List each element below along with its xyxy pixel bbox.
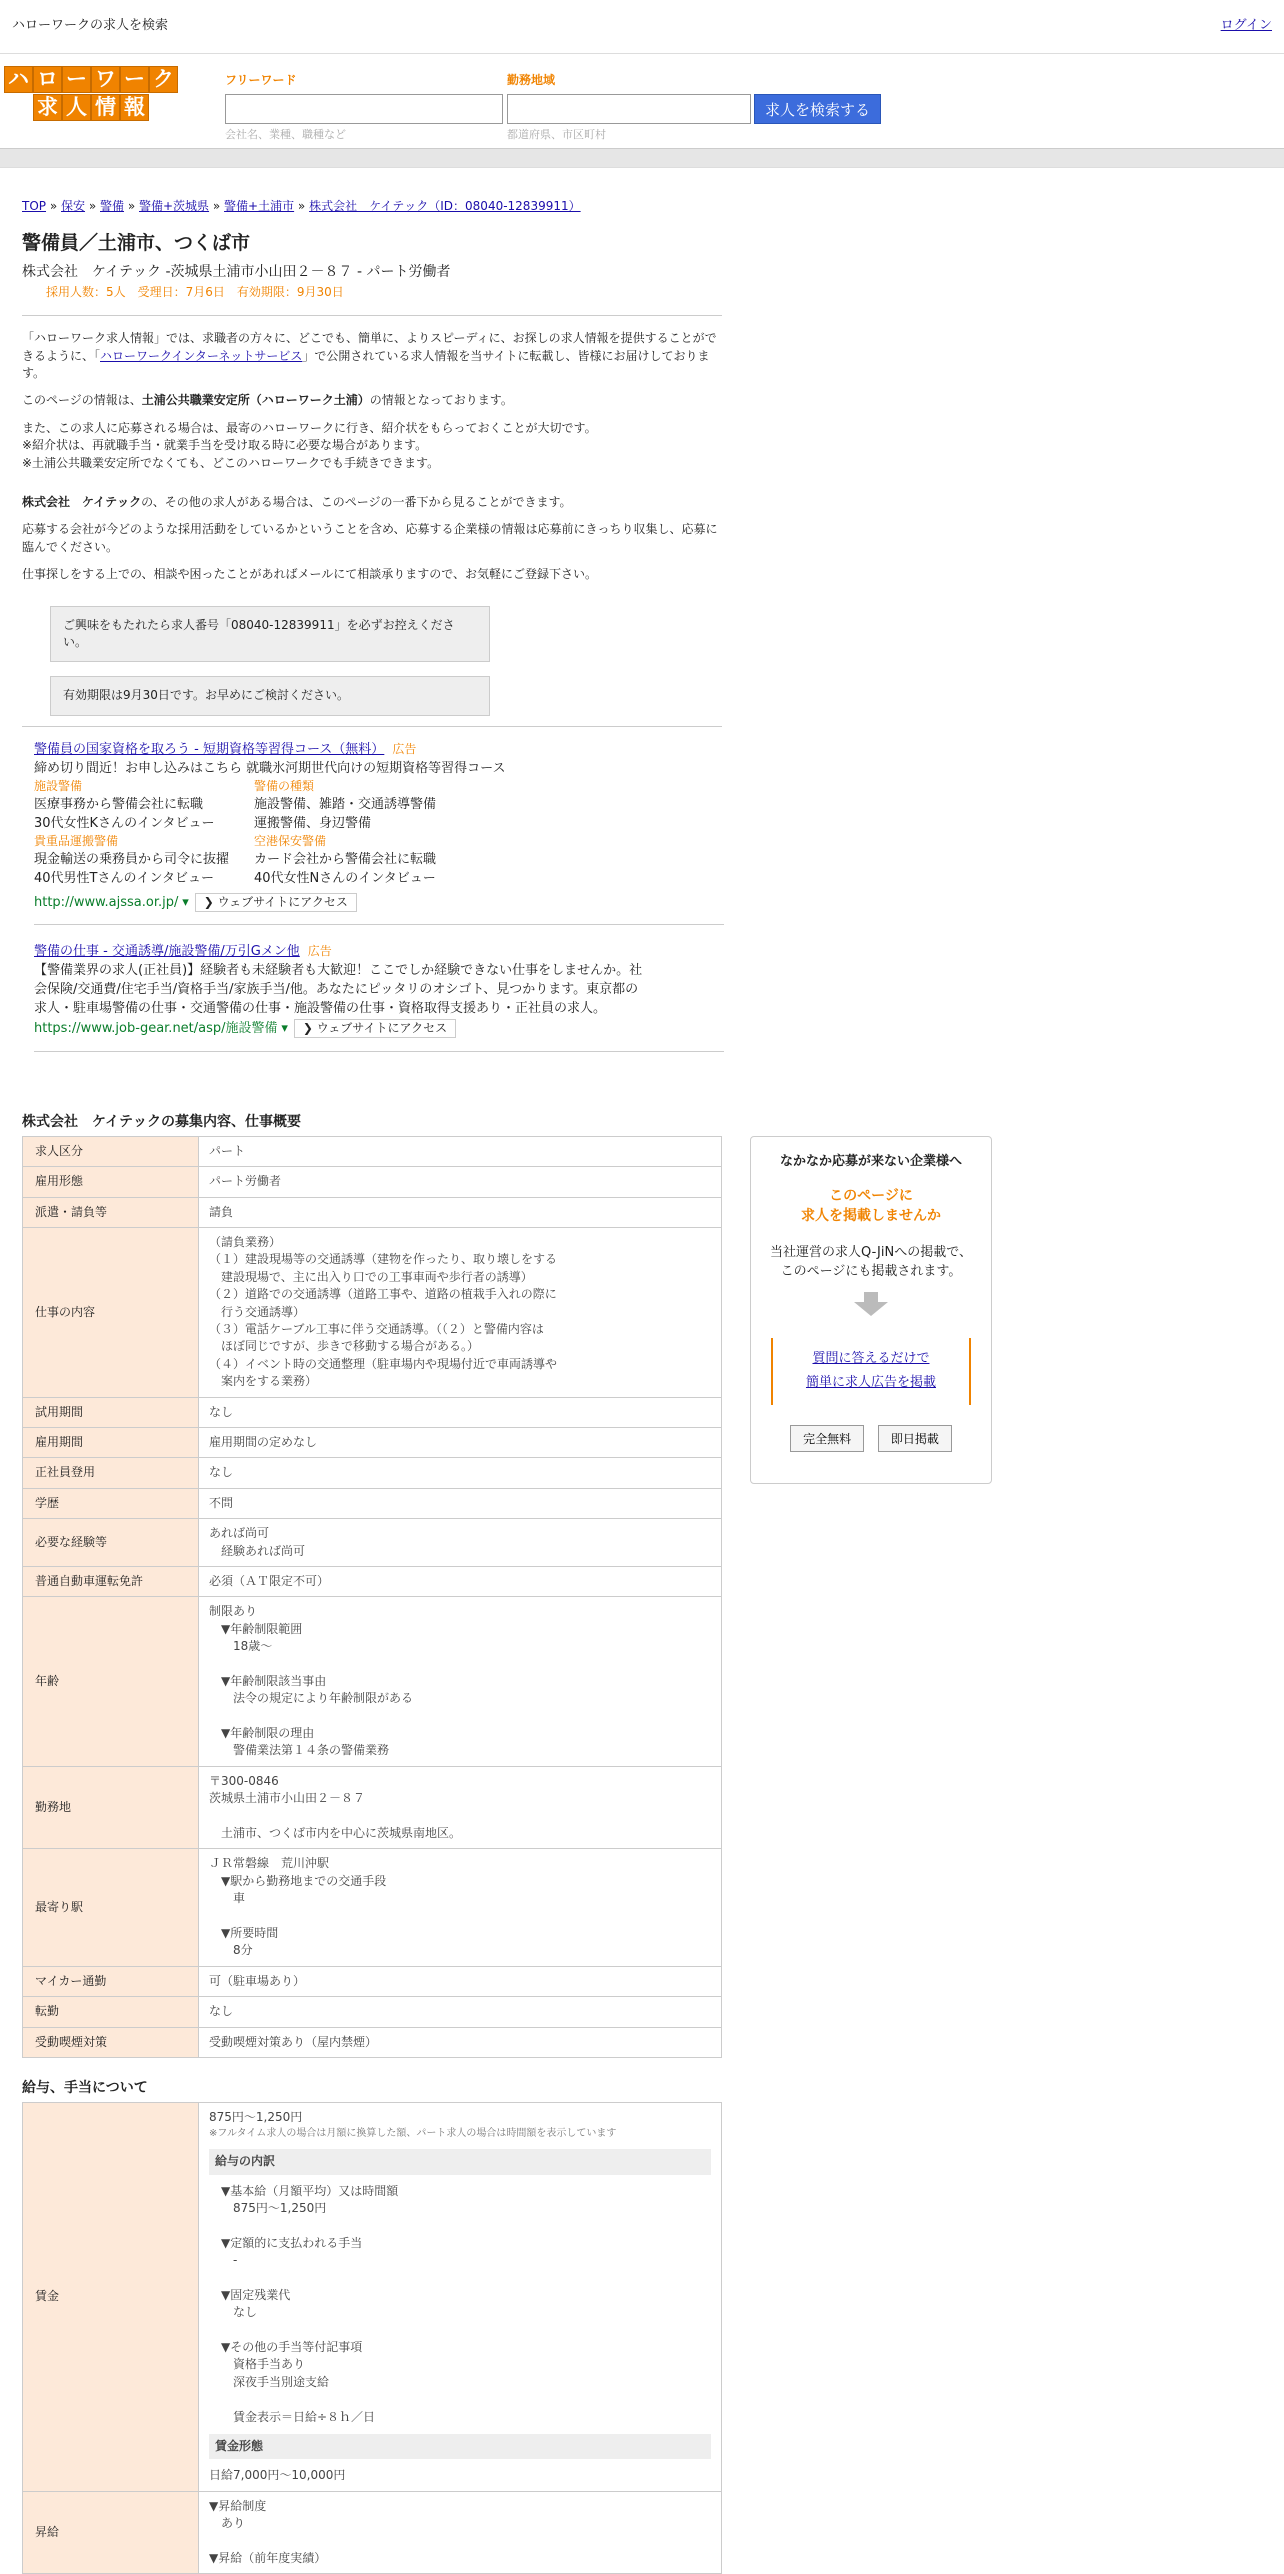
free-button[interactable]: 完全無料: [790, 1425, 864, 1452]
row-label: 年齢: [23, 1597, 199, 1767]
row-value: 制限あり ▼年齢制限範囲 18歳〜 ▼年齢制限該当事由 法令の規定により年齢制限がある ▼年齢制限の理由 警備業法第１４条の警備業務: [199, 1597, 722, 1767]
sitelink-line: 運搬警備、身辺警備: [254, 815, 372, 831]
hellowork-link[interactable]: ハローワークインターネットサービス: [100, 348, 303, 363]
job-info-table: [22, 1136, 722, 2058]
logo-char: ワ: [91, 66, 120, 93]
side-catch-line: このページに: [829, 1187, 913, 1204]
logo-char: 報: [120, 94, 149, 121]
wage-breakdown: ▼基本給（月額平均）又は時間額 875円〜1,250円 ▼定額的に支払われる手当 - ▼固定残業代 なし ▼その他の手当等付記事項 資格手当あり 深夜手当別途支給 賃金表示＝日給÷８ｈ／日: [221, 2183, 399, 2424]
apply-paragraph: [22, 420, 722, 472]
top-bar: [0, 0, 1284, 54]
row-value: ▼昇給制度 あり ▼昇給（前年度実績）: [199, 2491, 722, 2574]
table-row: [23, 2103, 722, 2492]
table-row: [23, 1458, 722, 1488]
side-catch: [761, 1186, 981, 1227]
logo-char: 人: [62, 94, 91, 121]
area-field: [507, 72, 751, 143]
sitelink-label[interactable]: 空港保安警備: [254, 834, 327, 849]
row-label: 求人区分: [23, 1136, 199, 1166]
wage-form: 日給7,000円〜10,000円: [209, 2468, 346, 2483]
row-value: 可（駐車場あり）: [199, 1966, 722, 1996]
research-paragraph: 応募する会社が今どのような採用活動をしているかということを含め、応募する企業様の情報は応募前にきっちり収集し、応募に臨んでください。: [22, 522, 718, 554]
source-text: の情報となっております。: [369, 393, 513, 408]
source-office: 土浦公共職業安定所（ハローワーク土浦）: [141, 393, 370, 408]
table-row: [23, 1566, 722, 1596]
job-title: 警備員／土浦市、つくば市: [22, 232, 251, 254]
sitelink-label[interactable]: 貴重品運搬警備: [34, 834, 119, 849]
source-paragraph: [22, 392, 722, 409]
table-row: [23, 1849, 722, 1966]
logo-char: ー: [120, 66, 149, 93]
sitelink-label[interactable]: 施設警備: [34, 779, 83, 794]
sitelink[interactable]: [34, 833, 254, 888]
logo[interactable]: [4, 66, 178, 121]
section-title-job: 株式会社 ケイテックの募集内容、仕事概要: [22, 1113, 302, 1130]
consult-paragraph: 仕事探しをする上での、相談や困ったことがあればメールにて相談承りますので、お気軽にご登録下さい。: [22, 567, 598, 582]
intro-paragraph: [22, 330, 722, 382]
side-catch-line: 求人を掲載しませんか: [801, 1208, 941, 1225]
table-row: [23, 1488, 722, 1518]
sitelink-line: 現金輸送の乗務員から司令に抜擢: [34, 851, 230, 867]
sitelink[interactable]: [34, 778, 254, 833]
row-value: ＪＲ常磐線 荒川沖駅 ▼駅から勤務地までの交通手段 車 ▼所要時間 8分: [199, 1849, 722, 1966]
sitelink-line: 医療事務から警備会社に転職: [34, 796, 204, 812]
logo-char: ハ: [4, 66, 33, 93]
table-row: [23, 1766, 722, 1849]
row-label: 試用期間: [23, 1397, 199, 1427]
row-value: 必須（ＡＴ限定不可）: [199, 1566, 722, 1596]
table-row: [23, 2491, 722, 2574]
site-name: ハローワークの求人を検索: [12, 18, 169, 34]
breadcrumb-guard-ibaraki[interactable]: 警備+茨城県: [139, 199, 210, 213]
sitelink[interactable]: [254, 778, 474, 833]
row-value: なし: [199, 1397, 722, 1427]
logo-char: 情: [91, 94, 120, 121]
row-label: 昇給: [23, 2491, 199, 2574]
table-row: [23, 1427, 722, 1457]
row-value: （請負業務） （１）建設現場等の交通誘導（建物を作ったり、取り壊しをする 建設現場で、主に出入り口での工事車両や歩行者の誘導） （２）道路での交通誘導（道路工事や、道路の植栽手入れの際に 行う交通誘導） （３）電話ケーブル工事に伴う交通誘導。（（２）と警備内容は ほぼ同じですが、歩きで移動する場合がある。） （４）イベント時の交通整理（駐車場内や現場付近で車両誘導や 案内をする業務）: [199, 1228, 722, 1398]
visit-site-button[interactable]: ❯ ウェブサイトにアクセス: [294, 1019, 456, 1038]
wage-cell: [199, 2103, 722, 2492]
table-row: [23, 1197, 722, 1227]
table-row: [23, 1136, 722, 1166]
ad-title-link[interactable]: 警備の仕事 - 交通誘導/施設警備/万引Gメン他: [34, 944, 300, 960]
row-value: なし: [199, 1997, 722, 2027]
intro-text: 」で公開されている求人情報を当サイトに転載し、皆様にお届けしております。: [22, 348, 710, 381]
side-link-questions[interactable]: 質問に答えるだけで: [812, 1350, 930, 1366]
logo-spacer: [4, 94, 33, 121]
table-row: [23, 1519, 722, 1567]
search-button[interactable]: 求人を検索する: [754, 94, 881, 124]
company-line: 株式会社 ケイテック -茨城県土浦市小山田２－８７ - パート労働者: [22, 263, 451, 280]
row-value: なし: [199, 1458, 722, 1488]
ad-block: [34, 741, 724, 926]
ad-sitelinks: [34, 778, 724, 888]
area-input[interactable]: [507, 94, 751, 124]
table-row: [23, 1167, 722, 1197]
login-link[interactable]: ログイン: [1220, 18, 1272, 34]
keyword-field: [225, 72, 503, 143]
breadcrumb-security[interactable]: 保安: [61, 199, 86, 213]
row-label: 正社員登用: [23, 1458, 199, 1488]
sitelink-line: 施設警備、雑踏・交通誘導警備: [254, 796, 437, 812]
row-label: 受動喫煙対策: [23, 2027, 199, 2057]
keyword-label: フリーワード: [225, 73, 297, 87]
arrow-down-icon: [854, 1292, 888, 1316]
breadcrumb-guard[interactable]: 警備: [100, 199, 125, 213]
ad-url[interactable]: http://www.ajssa.or.jp/: [34, 894, 179, 910]
logo-char: ロ: [33, 66, 62, 93]
row-value: パート労働者: [199, 1167, 722, 1197]
section-title-wage: 給与、手当について: [22, 2079, 148, 2096]
breadcrumb: TOP » 保安 » 警備 » 警備+茨城県 » 警備+土浦市 » 株式会社 ケイテック（ID：08040-12839911）: [22, 199, 581, 213]
sitelink-line: カード会社から警備会社に転職: [254, 851, 437, 867]
row-label: 賃金: [23, 2103, 199, 2492]
sitelink-line: 40代男性Tさんのインタビュー: [34, 870, 214, 886]
ad-url[interactable]: https://www.job-gear.net/asp/施設警備: [34, 1020, 278, 1036]
wage-breakdown-heading: 給与の内訳: [209, 2149, 711, 2174]
wage-note: ※フルタイム求人の場合は月額に換算した額、パート求人の場合は時間額を表示しています: [209, 2127, 617, 2139]
sitelink[interactable]: [254, 833, 474, 888]
row-label: マイカー通勤: [23, 1966, 199, 1996]
side-title: なかなか応募が来ない企業様へ: [779, 1154, 962, 1169]
row-label: 転勤: [23, 1997, 199, 2027]
chevron-down-icon[interactable]: ▾: [182, 894, 189, 910]
side-text-line: 当社運営の求人Q-JiNへの掲載で、: [770, 1245, 972, 1261]
logo-char: 求: [33, 94, 62, 121]
row-label: 派遣・請負等: [23, 1197, 199, 1227]
row-value: 雇用期間の定めなし: [199, 1427, 722, 1457]
apply-note: ※土浦公共職業安定所でなくても、どこのハローワークでも手続きできます。: [22, 455, 440, 470]
row-label: 必要な経験等: [23, 1519, 199, 1567]
row-value: 受動喫煙対策あり（屋内禁煙）: [199, 2027, 722, 2057]
job-meta: 採用人数：5人 受理日：7月6日 有効期限：9月30日: [46, 284, 344, 299]
table-row: [23, 1966, 722, 1996]
breadcrumb-company[interactable]: 株式会社 ケイテック（ID：08040-12839911）: [309, 199, 581, 213]
side-text: [761, 1244, 981, 1282]
row-label: 勤務地: [23, 1766, 199, 1849]
side-text-line: このページにも掲載されます。: [780, 1264, 962, 1280]
wage-form-heading: 賃金形態: [209, 2434, 711, 2459]
row-label: 普通自動車運転免許: [23, 1566, 199, 1596]
job-number-note: ご興味をもたれたら求人番号「08040-12839911」を必ずお控えください。: [50, 606, 490, 663]
gray-bar: [0, 148, 1284, 168]
divider: [22, 726, 722, 727]
ad-description: 【警備業界の求人(正社員)】経験者も未経験者も大歓迎！ここでしか経験できない仕事をしませんか。社会保険/交通費/住宅手当/資格手当/家族手当/他。あなたにピッタリのオシゴト、見つかります。東京都の求人・駐車場警備の仕事・交通警備の仕事・施設警備の仕事・資格取得支援あり・正社員の求人。: [34, 963, 643, 1016]
intro-text: 「ハローワーク求人情報」では、求職者の方々に、どこでも、簡単に、よりスピーディに、お探しの求人情報を提供することができるように、「: [22, 331, 717, 363]
side-ad: [750, 1136, 992, 1484]
wage-table: [22, 2102, 722, 2574]
row-label: 最寄り駅: [23, 1849, 199, 1966]
keyword-input[interactable]: [225, 94, 503, 124]
other-jobs-paragraph: [22, 494, 722, 511]
sitelink-line: 30代女性Kさんのインタビュー: [34, 815, 215, 831]
apply-text: また、この求人に応募される場合は、最寄のハローワークに行き、紹介状をもらっておくことが大切です。: [22, 420, 597, 435]
table-row: [23, 1397, 722, 1427]
logo-char: ク: [149, 66, 178, 93]
row-label: 学歴: [23, 1488, 199, 1518]
company-name: 株式会社 ケイテック: [22, 494, 142, 509]
breadcrumb-guard-tsuchiura[interactable]: 警備+土浦市: [224, 199, 295, 213]
row-label: 雇用形態: [23, 1167, 199, 1197]
logo-char: ー: [62, 66, 91, 93]
table-row: [23, 2027, 722, 2057]
apply-note: ※紹介状は、再就職手当・就業手当を受け取る時に必要な場合があります。: [22, 438, 428, 453]
row-label: 仕事の内容: [23, 1228, 199, 1398]
row-value: 不問: [199, 1488, 722, 1518]
sitelink-line: 40代女性Nさんのインタビュー: [254, 870, 436, 886]
side-links: [771, 1338, 971, 1406]
row-value: パート: [199, 1136, 722, 1166]
ad-description: 締め切り間近！お申し込みはこちら 就職氷河期世代向けの短期資格等習得コース: [34, 760, 506, 776]
row-value: 〒300-0846 茨城県土浦市小山田２－８７ 土浦市、つくば市内を中心に茨城県南地区。: [199, 1766, 722, 1849]
breadcrumb-top[interactable]: TOP: [22, 199, 47, 213]
table-row: [23, 1997, 722, 2027]
visit-site-button[interactable]: ❯ ウェブサイトにアクセス: [195, 893, 357, 912]
ad-tag: 広告: [392, 741, 417, 756]
same-day-button[interactable]: 即日掲載: [878, 1425, 952, 1452]
header: [0, 54, 1284, 148]
table-row: [23, 1597, 722, 1767]
row-label: 雇用期間: [23, 1427, 199, 1457]
main-content: [22, 230, 722, 2574]
sitelink-label[interactable]: 警備の種類: [254, 779, 315, 794]
row-value: あれば尚可 経験あれば尚可: [199, 1519, 722, 1567]
keyword-hint: 会社名、業種、職種など: [225, 128, 346, 141]
side-link-post[interactable]: 簡単に求人広告を掲載: [805, 1375, 936, 1391]
divider: [22, 315, 722, 316]
ad-title-link[interactable]: 警備員の国家資格を取ろう - 短期資格等習得コース（無料）: [34, 741, 385, 757]
ad-tag: 広告: [307, 944, 332, 959]
area-label: 勤務地域: [507, 73, 556, 87]
chevron-down-icon[interactable]: ▾: [281, 1020, 288, 1036]
row-value: 請負: [199, 1197, 722, 1227]
other-jobs-text: の、その他の求人がある場合は、このページの一番下から見ることができます。: [141, 494, 572, 509]
ad-block: [34, 943, 724, 1051]
area-hint: 都道府県、市区町村: [507, 128, 606, 141]
expiry-note: 有効期限は9月30日です。お早めにご検討ください。: [50, 676, 490, 715]
source-text: このページの情報は、: [22, 393, 142, 408]
wage-range: 875円〜1,250円: [209, 2110, 303, 2125]
table-row: [23, 1228, 722, 1398]
